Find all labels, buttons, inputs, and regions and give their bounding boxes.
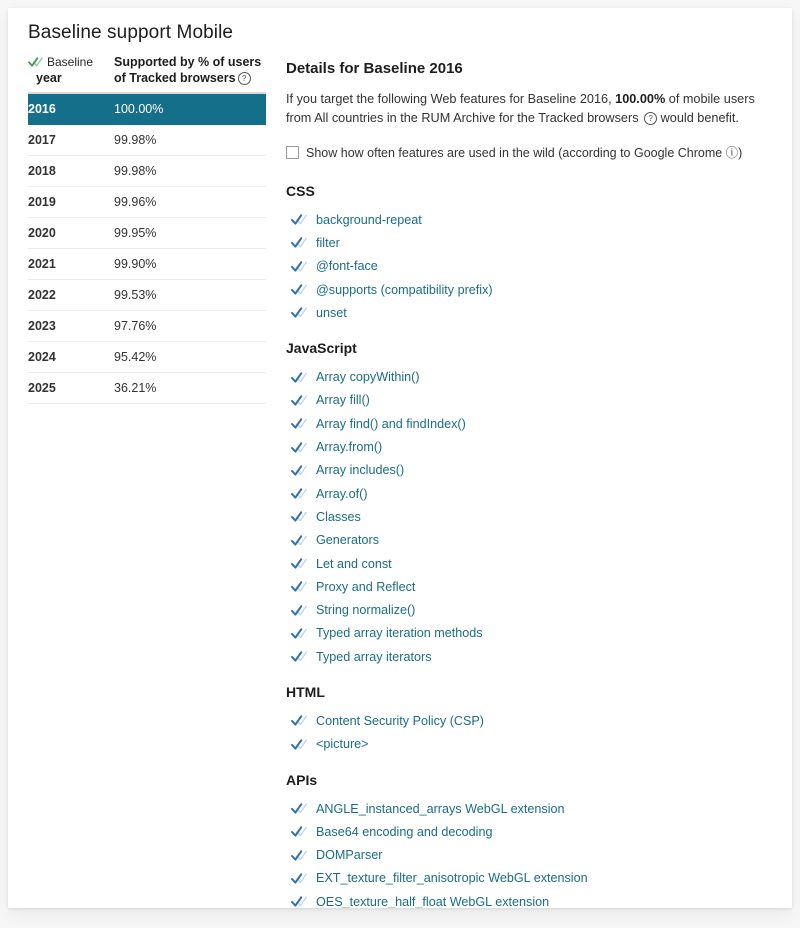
- show-usage-checkbox-row[interactable]: [286, 143, 776, 161]
- cell-year: 2022: [28, 280, 114, 311]
- feature-item[interactable]: [286, 820, 776, 843]
- feature-link[interactable]: Content Security Policy (CSP): [316, 713, 484, 728]
- main-card: [8, 8, 792, 908]
- feature-double-check-icon: [291, 580, 307, 593]
- baseline-label: Baseline: [47, 55, 94, 69]
- feature-section: [286, 684, 776, 756]
- feature-double-check-icon: [291, 714, 307, 727]
- cell-year: 2020: [28, 218, 114, 249]
- feature-item[interactable]: [286, 482, 776, 505]
- feature-item[interactable]: [286, 890, 776, 908]
- cell-percent: 100.00%: [114, 93, 266, 125]
- feature-link[interactable]: <picture>: [316, 737, 369, 752]
- feature-double-check-icon: [291, 213, 307, 226]
- intro-tracked-browsers-help-icon[interactable]: ?: [644, 112, 657, 125]
- feature-link[interactable]: DOMParser: [316, 848, 383, 863]
- intro-text-part-3: would benefit.: [657, 111, 739, 125]
- show-usage-checkbox[interactable]: [286, 146, 299, 159]
- feature-item[interactable]: [286, 365, 776, 388]
- column-header-baseline-year: [28, 52, 114, 93]
- baseline-double-check-icon: [28, 56, 43, 68]
- tracked-browsers-help-icon[interactable]: ?: [238, 72, 251, 85]
- cell-year: 2016: [28, 93, 114, 125]
- feature-double-check-icon: [291, 417, 307, 430]
- cell-year: 2017: [28, 125, 114, 156]
- feature-double-check-icon: [291, 260, 307, 273]
- feature-item[interactable]: [286, 231, 776, 254]
- feature-link[interactable]: @font-face: [316, 259, 378, 274]
- feature-item[interactable]: [286, 575, 776, 598]
- cell-year: 2024: [28, 342, 114, 373]
- feature-link[interactable]: background-repeat: [316, 212, 422, 227]
- feature-item[interactable]: [286, 709, 776, 732]
- feature-link[interactable]: Array copyWithin(): [316, 370, 420, 385]
- table-head: [28, 52, 266, 93]
- baseline-year-table: [28, 52, 266, 404]
- section-title: APIs: [286, 771, 318, 788]
- feature-double-check-icon: [291, 872, 307, 885]
- feature-double-check-icon: [291, 441, 307, 454]
- cell-percent: 97.76%: [114, 311, 266, 342]
- feature-sections: [286, 183, 776, 908]
- feature-double-check-icon: [291, 371, 307, 384]
- feature-double-check-icon: [291, 738, 307, 751]
- table-row[interactable]: [28, 280, 266, 311]
- intro-percent-highlight: 100.00%: [615, 92, 666, 106]
- cell-percent: 36.21%: [114, 373, 266, 404]
- feature-link[interactable]: Base64 encoding and decoding: [316, 824, 493, 839]
- feature-double-check-icon: [291, 650, 307, 663]
- section-title: CSS: [286, 183, 315, 199]
- baseline-head-group: [28, 54, 114, 70]
- feature-link[interactable]: Array.from(): [316, 440, 383, 455]
- cell-percent: 99.96%: [114, 187, 266, 218]
- cell-percent: 99.95%: [114, 218, 266, 249]
- feature-link[interactable]: Let and const: [316, 556, 392, 571]
- feature-link[interactable]: String normalize(): [316, 603, 416, 618]
- cell-year: 2025: [28, 373, 114, 404]
- table-row[interactable]: [28, 125, 266, 156]
- feature-section: [286, 772, 776, 908]
- section-title: HTML: [286, 684, 325, 701]
- column-header-supported-percent: [114, 52, 266, 93]
- feature-item[interactable]: [286, 389, 776, 412]
- cell-year: 2018: [28, 156, 114, 187]
- intro-text-part-1: If you target the following Web features for Baseline 2016,: [286, 92, 616, 106]
- cell-year: 2019: [28, 187, 114, 218]
- table-row[interactable]: [28, 187, 266, 218]
- feature-link[interactable]: Array find() and findIndex(): [316, 416, 466, 431]
- table-row[interactable]: [28, 156, 266, 187]
- feature-double-check-icon: [291, 394, 307, 407]
- feature-item[interactable]: [286, 505, 776, 528]
- feature-link[interactable]: Array fill(): [316, 393, 370, 408]
- feature-item[interactable]: [286, 278, 776, 301]
- cell-percent: 99.53%: [114, 280, 266, 311]
- show-usage-label: Show how often features are used in the wild (according to Google Chrome ⓘ): [306, 146, 743, 160]
- feature-item[interactable]: [286, 844, 776, 867]
- supported-line-2: of Tracked browsers: [114, 71, 236, 85]
- table-row[interactable]: [28, 93, 266, 125]
- feature-section: [286, 183, 776, 324]
- feature-double-check-icon: [291, 895, 307, 908]
- table-row[interactable]: [28, 311, 266, 342]
- feature-double-check-icon: [291, 306, 307, 319]
- feature-link[interactable]: filter: [316, 235, 340, 250]
- feature-link[interactable]: unset: [316, 305, 347, 320]
- feature-section: [286, 340, 776, 668]
- feature-double-check-icon: [291, 283, 307, 296]
- baseline-year-label: year: [36, 71, 62, 85]
- feature-link[interactable]: Proxy and Reflect: [316, 579, 416, 594]
- feature-link[interactable]: Array includes(): [316, 463, 405, 478]
- feature-link[interactable]: Typed array iteration methods: [316, 626, 483, 641]
- table-row[interactable]: [28, 218, 266, 249]
- feature-item[interactable]: [286, 797, 776, 820]
- page-title: Baseline support Mobile: [28, 22, 234, 43]
- feature-link[interactable]: ANGLE_instanced_arrays WebGL extension: [316, 801, 565, 816]
- feature-item[interactable]: [286, 552, 776, 575]
- table-body: [28, 93, 266, 404]
- cell-percent: 99.98%: [114, 156, 266, 187]
- cell-percent: 95.42%: [114, 342, 266, 373]
- feature-double-check-icon: [291, 849, 307, 862]
- details-panel: [286, 60, 776, 908]
- table-header-row: [28, 52, 266, 93]
- feature-link[interactable]: Generators: [316, 533, 379, 548]
- cell-year: 2023: [28, 311, 114, 342]
- feature-link[interactable]: Typed array iterators: [316, 649, 432, 664]
- supported-line-1: Supported by % of users: [114, 55, 262, 69]
- feature-item[interactable]: [286, 867, 776, 890]
- intro-text-part-2: of mobile users from All countries in the RUM Archive for the Tracked browsers: [286, 92, 755, 125]
- feature-item[interactable]: [286, 412, 776, 435]
- feature-double-check-icon: [291, 802, 307, 815]
- feature-item[interactable]: [286, 645, 776, 668]
- feature-item[interactable]: [286, 598, 776, 621]
- feature-item[interactable]: [286, 255, 776, 278]
- feature-double-check-icon: [291, 604, 307, 617]
- baseline-year-table-wrapper: [28, 52, 266, 404]
- feature-item[interactable]: [286, 733, 776, 756]
- feature-link[interactable]: @supports (compatibility prefix): [316, 282, 493, 297]
- cell-year: 2021: [28, 249, 114, 280]
- feature-double-check-icon: [291, 534, 307, 547]
- feature-link[interactable]: Classes: [316, 509, 361, 524]
- cell-percent: 99.98%: [114, 125, 266, 156]
- table-row[interactable]: [28, 373, 266, 404]
- feature-double-check-icon: [291, 464, 307, 477]
- feature-link[interactable]: OES_texture_half_float WebGL extension: [316, 894, 550, 908]
- details-intro: [286, 90, 776, 128]
- feature-link[interactable]: EXT_texture_filter_anisotropic WebGL extension: [316, 871, 588, 886]
- feature-double-check-icon: [291, 627, 307, 640]
- feature-item[interactable]: [286, 622, 776, 645]
- feature-item[interactable]: [286, 208, 776, 231]
- feature-item[interactable]: [286, 529, 776, 552]
- feature-double-check-icon: [291, 557, 307, 570]
- feature-item[interactable]: [286, 435, 776, 458]
- feature-double-check-icon: [291, 236, 307, 249]
- table-row[interactable]: [28, 342, 266, 373]
- section-title: JavaScript: [286, 340, 357, 357]
- feature-item[interactable]: [286, 301, 776, 324]
- details-heading: Details for Baseline 2016: [286, 60, 463, 77]
- feature-item[interactable]: [286, 459, 776, 482]
- cell-percent: 99.90%: [114, 249, 266, 280]
- feature-link[interactable]: Array.of(): [316, 486, 368, 501]
- table-row[interactable]: [28, 249, 266, 280]
- feature-double-check-icon: [291, 825, 307, 838]
- feature-double-check-icon: [291, 510, 307, 523]
- feature-double-check-icon: [291, 487, 307, 500]
